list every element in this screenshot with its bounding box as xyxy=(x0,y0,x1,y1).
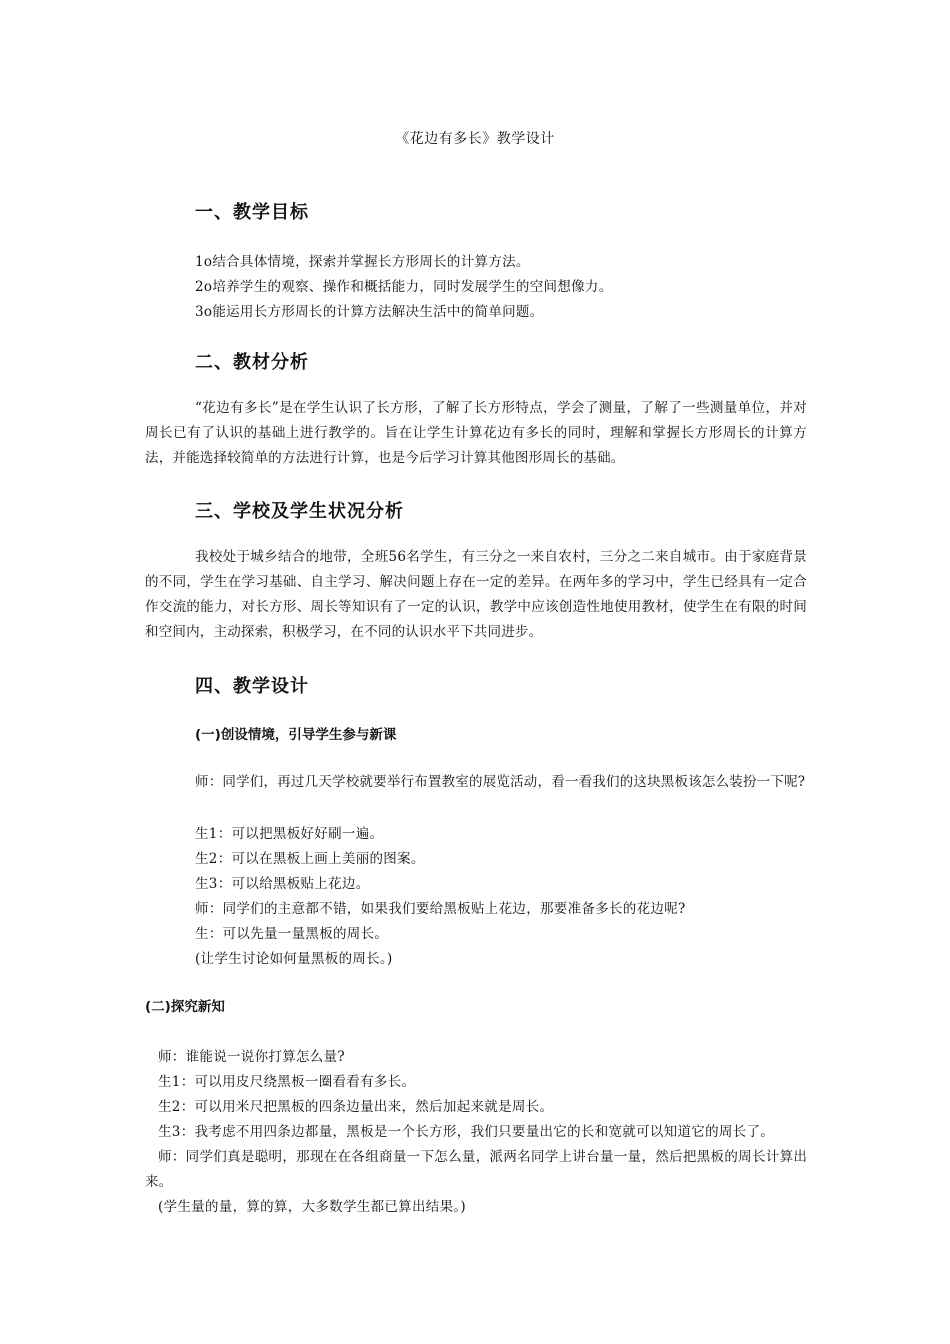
objective-item: 3o能运用长方形周长的计算方法解决生活中的简单问题。 xyxy=(195,304,544,320)
objective-item: 2o培养学生的观察、操作和概括能力，同时发展学生的空间想像力。 xyxy=(195,279,613,295)
dialogue-line: 生2：可以在黑板上画上美丽的图案。 xyxy=(195,851,425,867)
section-heading-material-analysis: 二、教材分析 xyxy=(195,352,309,373)
dialogue-line: 师：同学们的主意都不错，如果我们要给黑板贴上花边，那要准备多长的花边呢? xyxy=(195,901,686,917)
objective-item: 1o结合具体情境，探索并掌握长方形周长的计算方法。 xyxy=(195,254,530,270)
dialogue-line: 生3：我考虑不用四条边都量，黑板是一个长方形，我们只要量出它的长和宽就可以知道它的周长了。 xyxy=(158,1124,775,1140)
dialogue-line: (让学生讨论如何量黑板的周长。) xyxy=(195,951,393,967)
dialogue-line: 生：可以先量一量黑板的周长。 xyxy=(195,926,389,942)
dialogue-line: 师：谁能说一说你打算怎么量? xyxy=(158,1049,345,1065)
dialogue-line: 生1：可以把黑板好好刷一遍。 xyxy=(195,826,384,842)
document-title: 《花边有多长》教学设计 xyxy=(395,131,555,147)
dialogue-line: 生3：可以给黑板贴上花边。 xyxy=(195,876,370,892)
dialogue-line: 生2：可以用米尺把黑板的四条边量出来，然后加起来就是周长。 xyxy=(158,1099,554,1115)
section-heading-objectives: 一、教学目标 xyxy=(195,202,309,223)
dialogue-line: (学生量的量，算的算，大多数学生都已算出结果。) xyxy=(158,1199,466,1215)
section-heading-teaching-design: 四、教学设计 xyxy=(195,676,309,697)
section-heading-school-analysis: 三、学校及学生状况分析 xyxy=(195,501,404,522)
subsection-heading-scenario: (一)创设情境，引导学生参与新课 xyxy=(195,727,397,743)
dialogue-intro-paragraph: 师：同学们，再过几天学校就要举行布置教室的展览活动，看一看我们的这块黑板该怎么装扮一下呢? xyxy=(195,774,806,790)
teacher-instruction-paragraph: 师：同学们真是聪明，那现在在各组商量一下怎么量，派两名同学上讲台量一量，然后把黑板的周长计算出来。 xyxy=(145,1149,807,1190)
material-analysis-paragraph: “花边有多长”是在学生认识了长方形，了解了长方形特点，学会了测量，了解了一些测量单位，并对周长已有了认识的基础上进行教学的。旨在让学生计算花边有多长的同时，理解和掌握长方形周长的计算方法，并能选择较简单的方法进行计算，也是今后学习计算其他图形周长的基础。 xyxy=(145,400,807,466)
dialogue-line: 生1：可以用皮尺绕黑板一圈看看有多长。 xyxy=(158,1074,416,1090)
school-analysis-paragraph: 我校处于城乡结合的地带，全班56名学生，有三分之一来自农村，三分之二来自城市。由于家庭背景的不同，学生在学习基础、自主学习、解决问题上存在一定的差异。在两年多的学习中，学生已经具有一定合作交流的能力，对长方形、周长等知识有了一定的认识，教学中应该创造性地使用教材，使学生在有限的时间和空间内，主动探索，积极学习，在不同的认识水平下共同进步。 xyxy=(145,549,807,640)
subsection-heading-explore: (二)探究新知 xyxy=(145,999,225,1015)
